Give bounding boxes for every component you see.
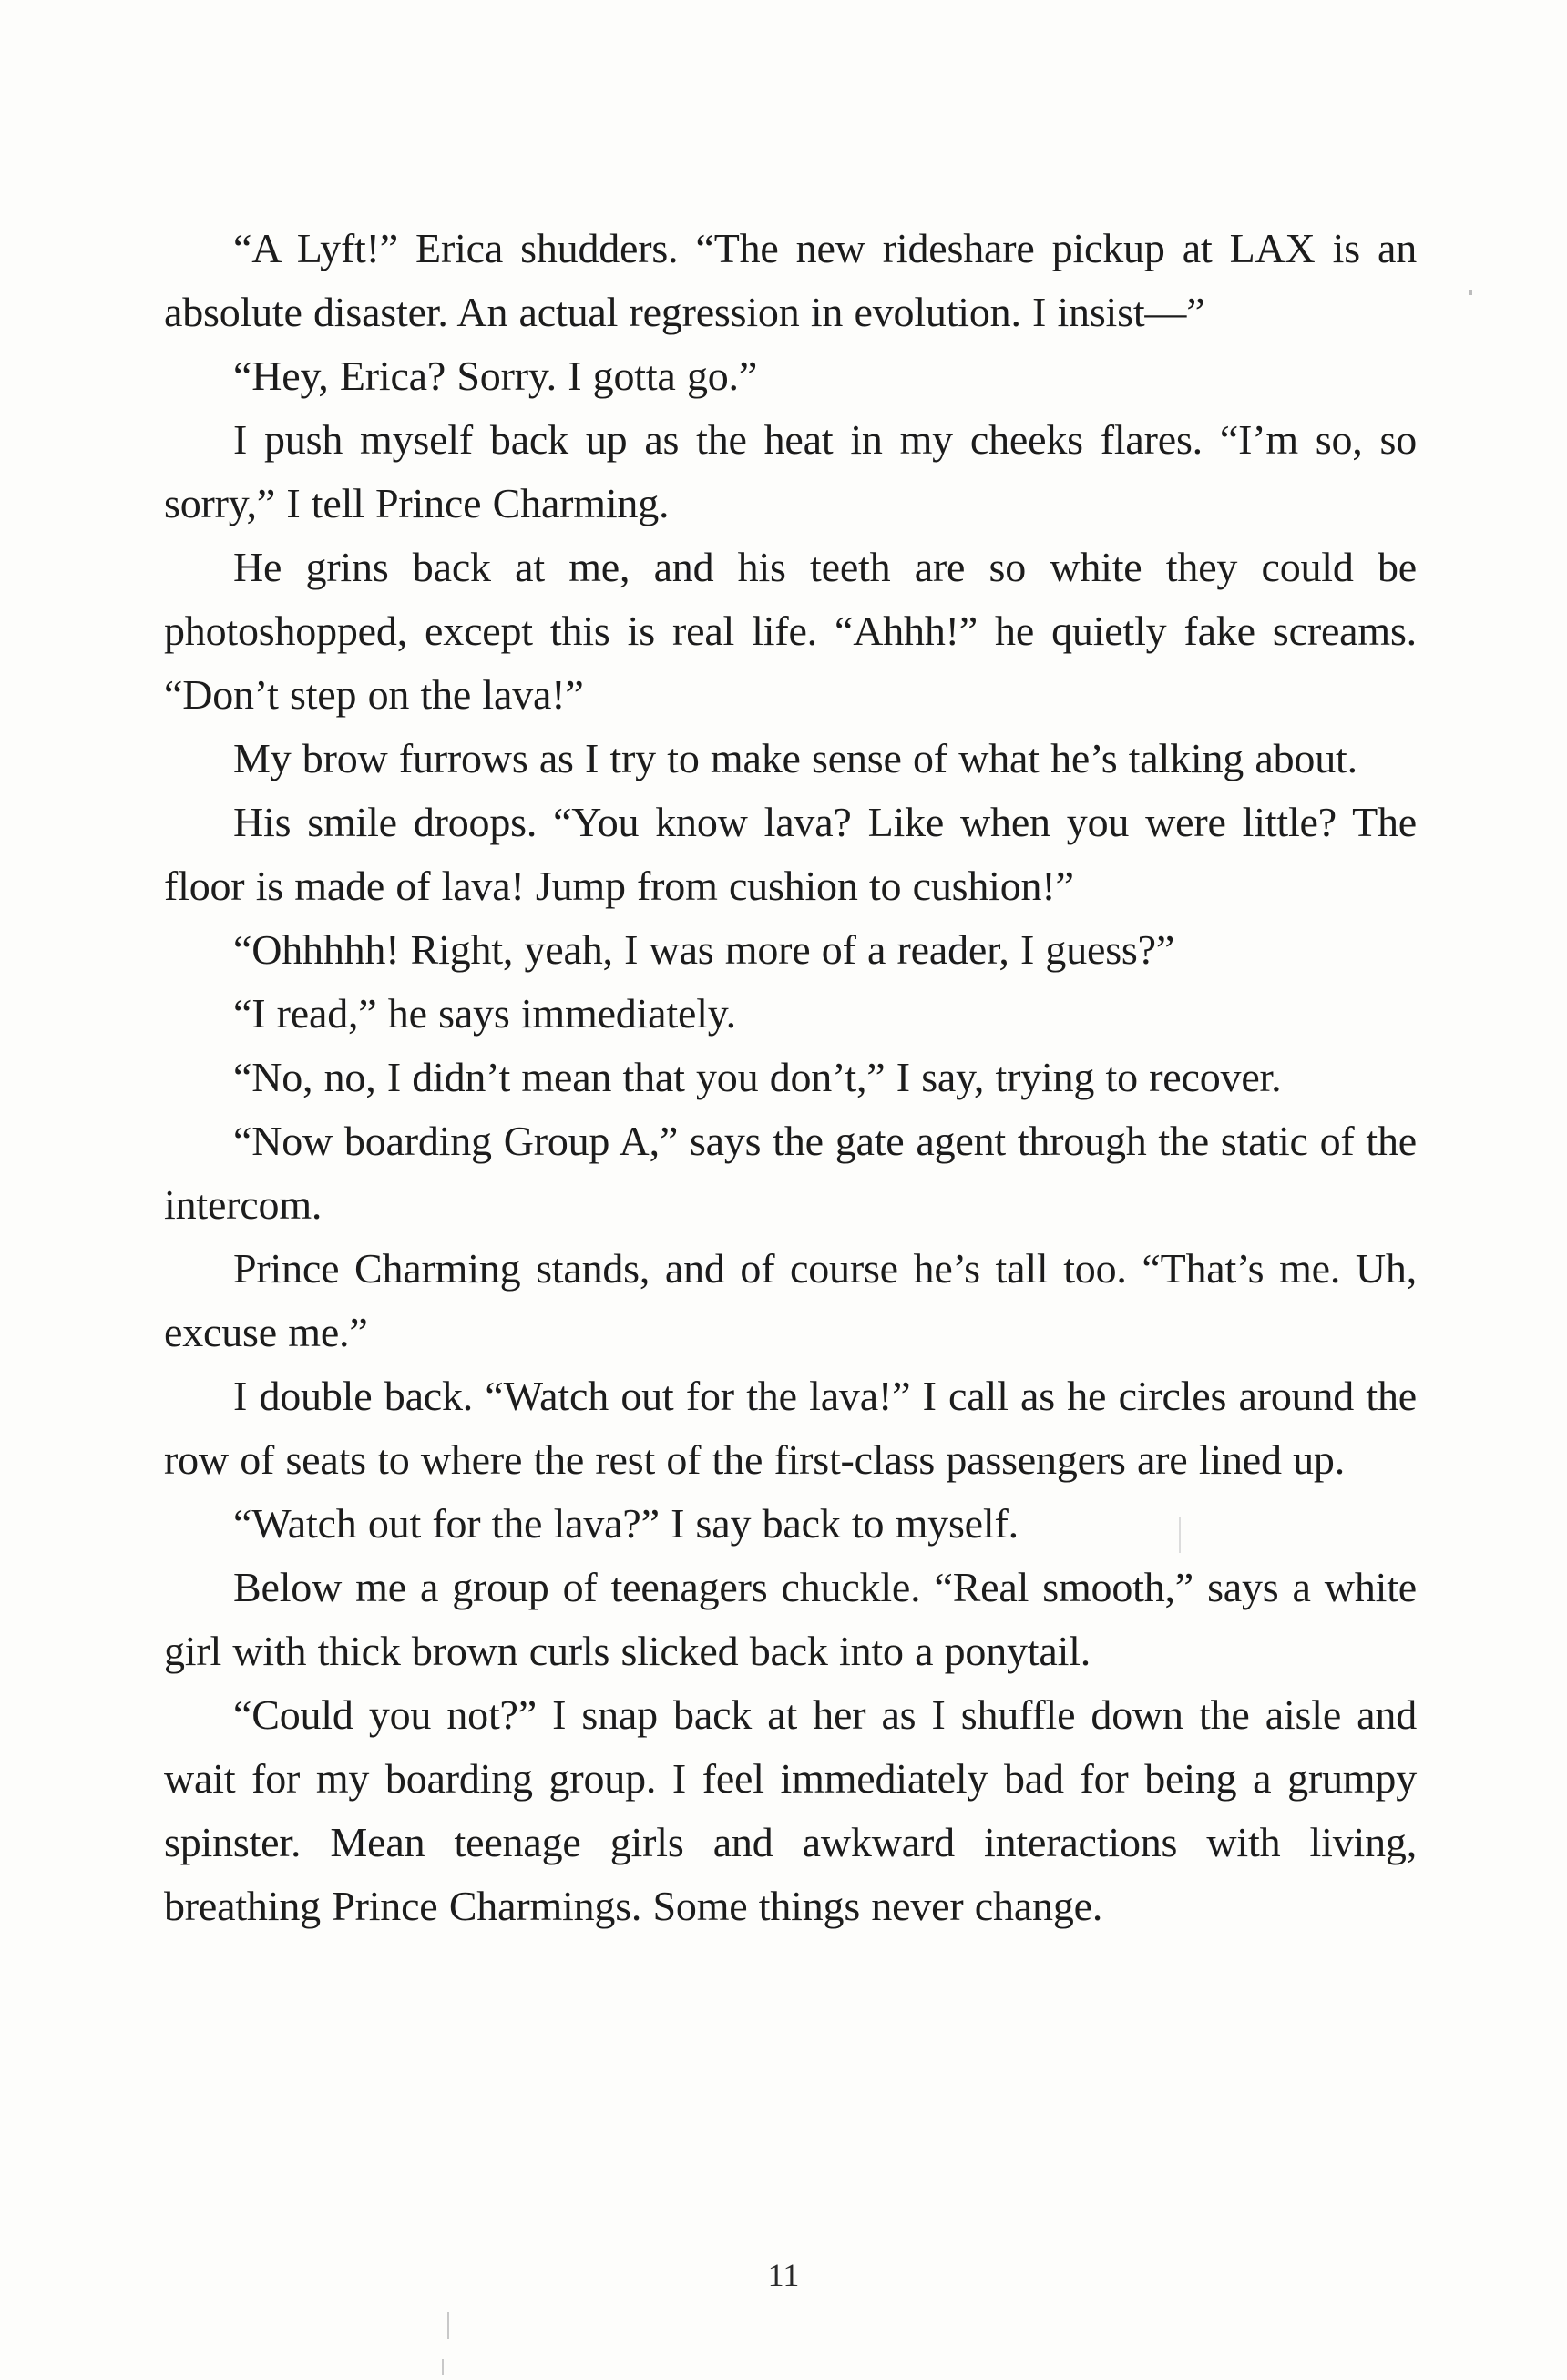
scan-speck (447, 2312, 449, 2339)
page-number: 11 (767, 2257, 800, 2293)
scan-speck (1179, 1517, 1181, 1553)
paragraph: I double back. “Watch out for the lava!” I call as he circles around the row of seats to where the rest of the first-class passengers are lined up. (164, 1373, 1417, 1483)
paragraph: “Watch out for the lava?” I say back to myself. (233, 1500, 1019, 1547)
paragraph: “I read,” he says immediately. (233, 990, 736, 1037)
paragraph: “A Lyft!” Erica shudders. “The new rideshare pickup at LAX is an absolute disaster. An actual regression in evolution. I insist—” (164, 225, 1417, 335)
paragraph: I push myself back up as the heat in my cheeks flares. “I’m so, so sorry,” I tell Prince Charming. (164, 416, 1417, 526)
paragraph: My brow furrows as I try to make sense of what he’s talking about. (233, 735, 1357, 781)
paragraph: “Now boarding Group A,” says the gate agent through the static of the intercom. (164, 1118, 1417, 1228)
scan-speck (442, 2359, 444, 2375)
paragraph: His smile droops. “You know lava? Like when you were little? The floor is made of lava! Jump from cushion to cushion!” (164, 799, 1417, 909)
paragraph: Below me a group of teenagers chuckle. “Real smooth,” says a white girl with thick brown curls slicked back into a ponytail. (164, 1564, 1417, 1674)
paragraph: “Could you not?” I snap back at her as I shuffle down the aisle and wait for my boarding group. I feel immediately bad for being a grumpy spinster. Mean teenage girls and awkward interactions with living, breathing Prince Charmings. Some things never change. (164, 1691, 1417, 1929)
body-text (164, 217, 1417, 1938)
paragraph: “Ohhhhh! Right, yeah, I was more of a reader, I guess?” (233, 926, 1175, 973)
paragraph: “Hey, Erica? Sorry. I gotta go.” (233, 352, 758, 399)
paragraph: Prince Charming stands, and of course he’s tall too. “That’s me. Uh, excuse me.” (164, 1245, 1417, 1355)
scan-speck (1469, 290, 1472, 295)
paragraph: He grins back at me, and his teeth are so white they could be photoshopped, except this is real life. “Ahhh!” he quietly fake screams. “Don’t step on the lava!” (164, 544, 1417, 718)
paragraph: “No, no, I didn’t mean that you don’t,” I say, trying to recover. (233, 1054, 1282, 1100)
